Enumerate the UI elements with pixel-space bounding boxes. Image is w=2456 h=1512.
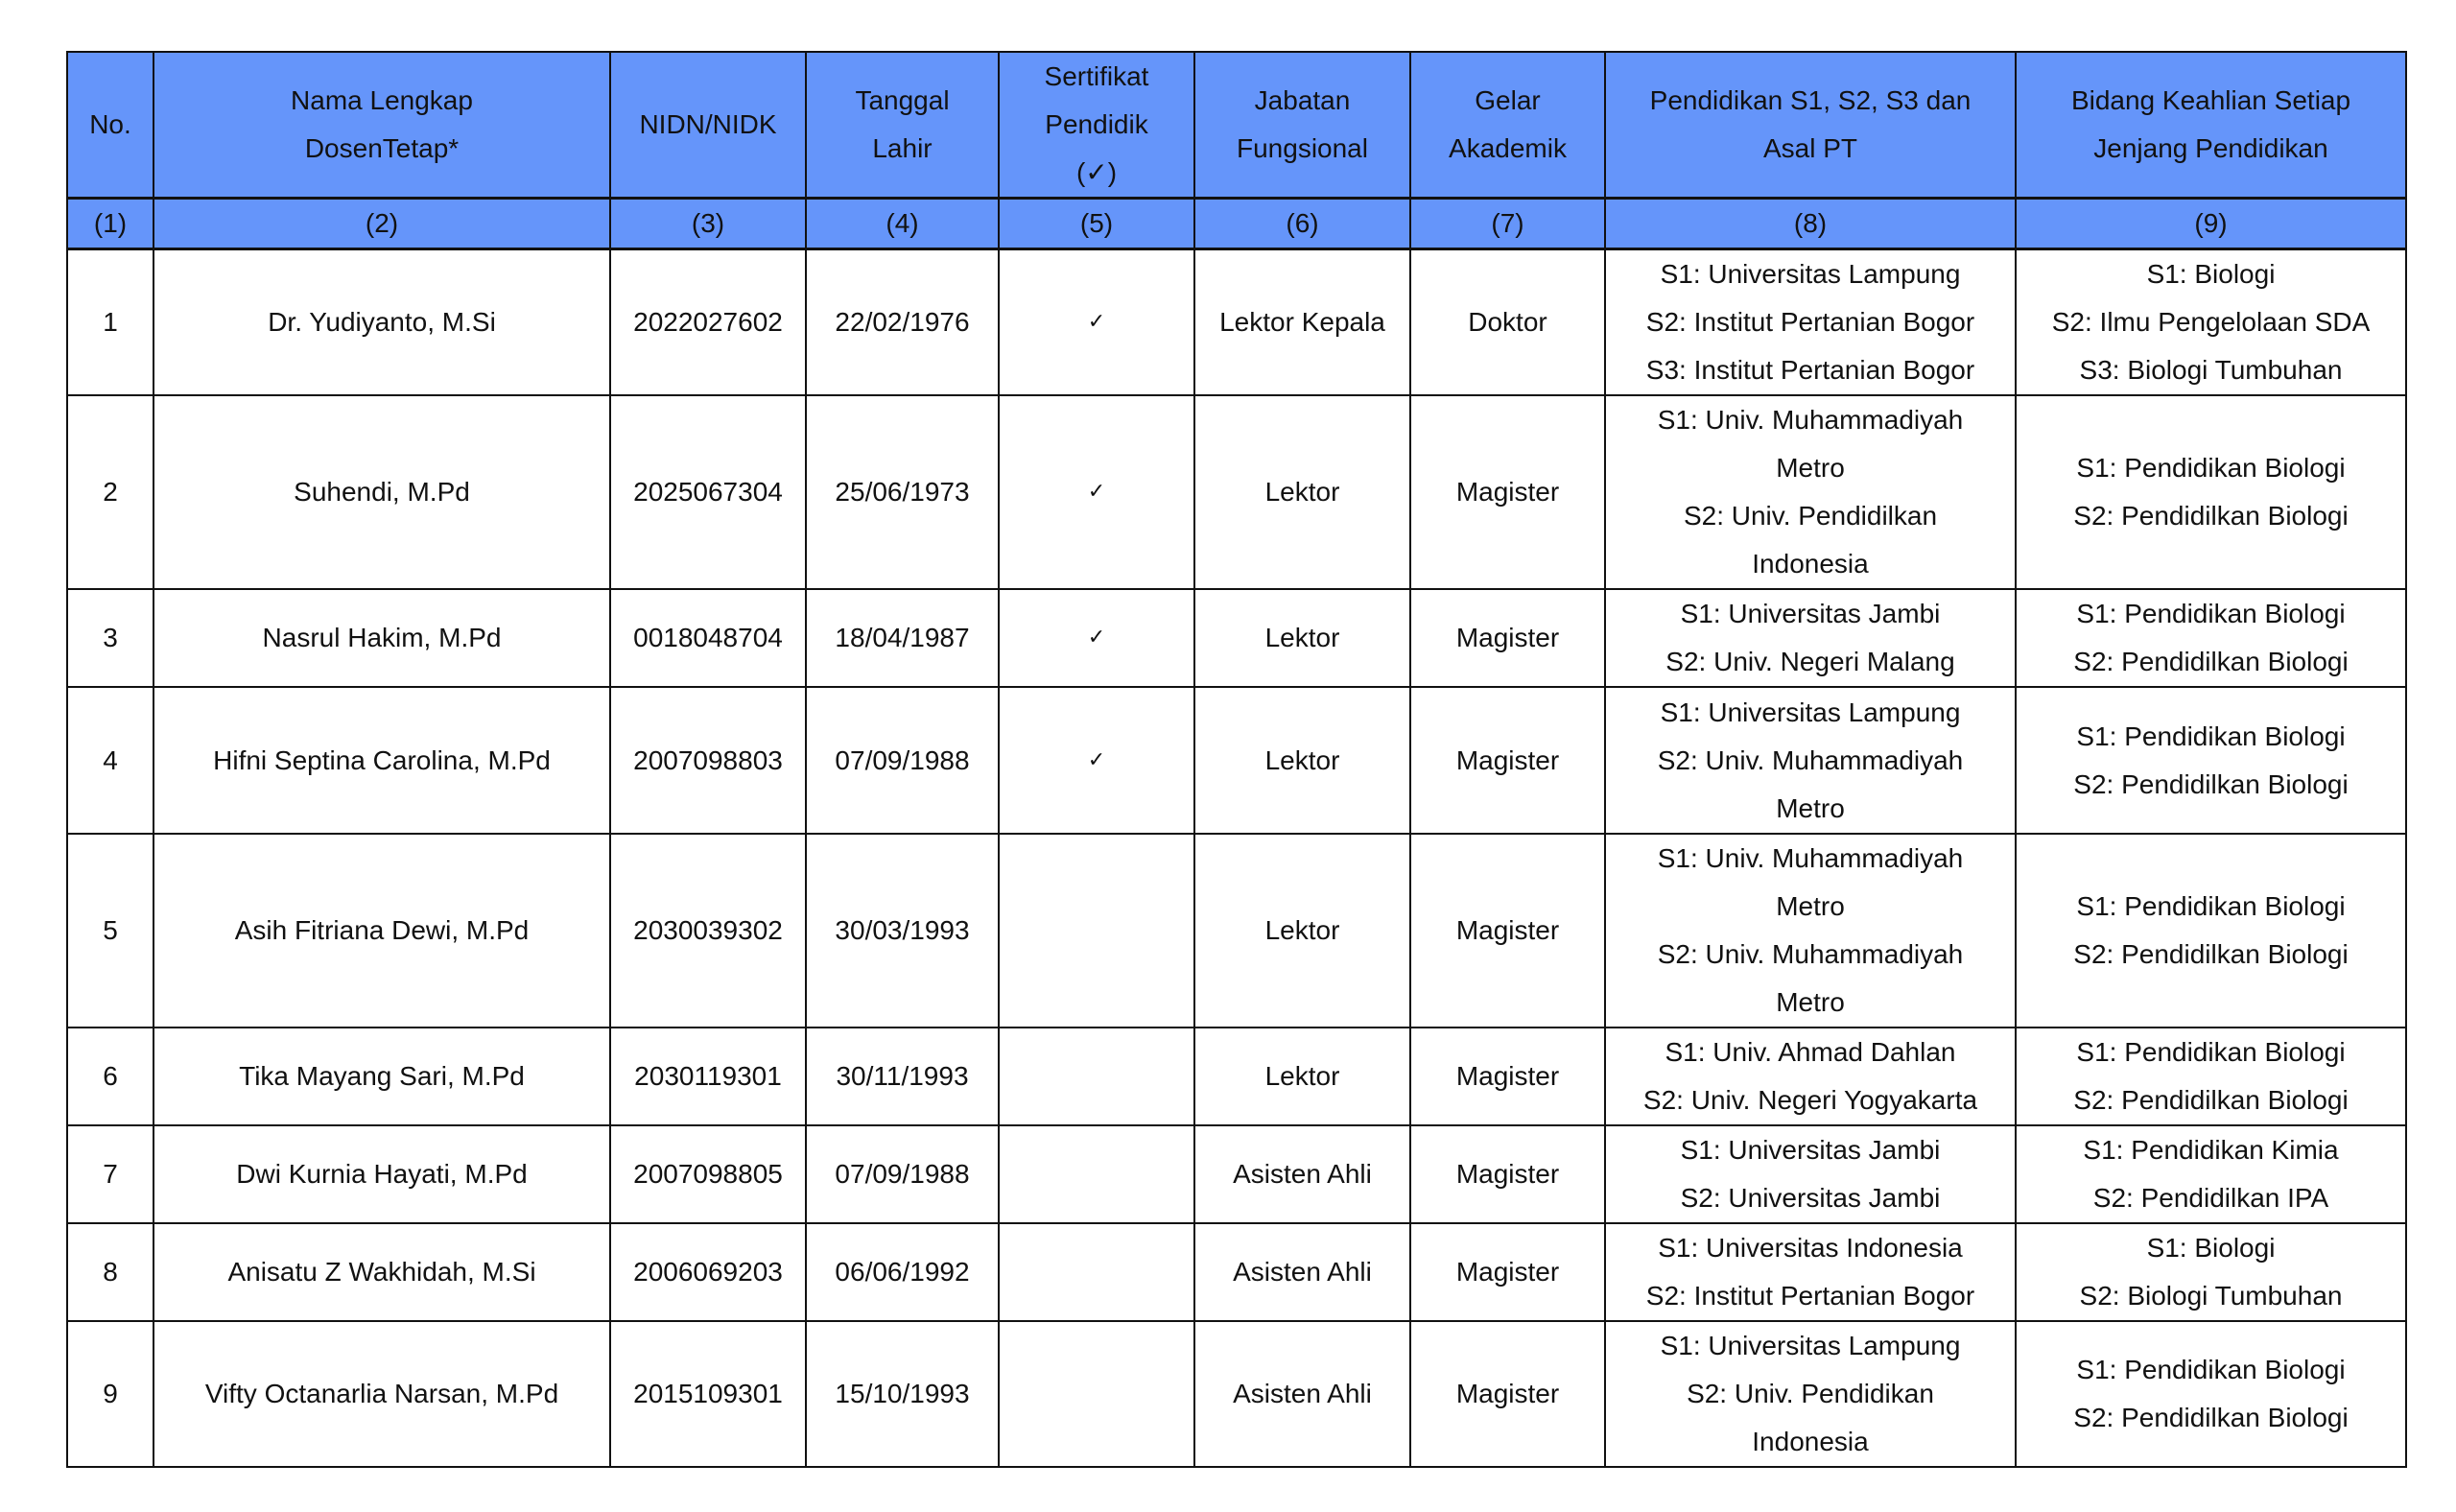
header-sertifikat [999,52,1194,199]
table-row [67,395,2406,589]
header-line: Jabatan [1254,85,1351,115]
cell-sertifikat [999,1028,1194,1125]
cell-nidn: 2015109301 [610,1321,806,1467]
cell-line: S1: Biologi [2146,259,2276,289]
cell-nidn: 2006069203 [610,1223,806,1321]
cell-line: S2: Pendidilkan Biologi [2073,768,2349,799]
cell-tanggal-lahir: 30/11/1993 [806,1028,999,1125]
checkmark-icon: ✓ [1087,310,1106,334]
cell-bidang [2016,687,2406,834]
cell-no: 1 [67,249,154,396]
cell-tanggal-lahir: 18/04/1987 [806,589,999,687]
cell-nidn: 0018048704 [610,589,806,687]
header-line: Gelar [1475,85,1541,115]
cell-bidang [2016,834,2406,1028]
cell-bidang [2016,1321,2406,1467]
table-row [67,1125,2406,1223]
header-line: DosenTetap* [304,133,460,163]
cell-pendidikan [1605,687,2016,834]
column-number: (1) [67,199,154,249]
cell-no: 5 [67,834,154,1028]
checkmark-icon: ✓ [1087,480,1106,504]
cell-no: 9 [67,1321,154,1467]
cell-line: Metro [1776,453,1845,483]
cell-jabatan: Lektor [1194,834,1410,1028]
cell-nidn: 2030039302 [610,834,806,1028]
table-row [67,687,2406,834]
cell-no: 4 [67,687,154,834]
cell-line: S1: Univ. Muhammadiyah [1657,843,1964,873]
cell-nidn: 2025067304 [610,395,806,589]
header-line: Akademik [1449,133,1567,163]
cell-bidang [2016,249,2406,396]
cell-sertifikat [999,589,1194,687]
cell-gelar: Magister [1410,1223,1605,1321]
cell-line: S1: Universitas Jambi [1680,1135,1941,1165]
cell-nama: Dwi Kurnia Hayati, M.Pd [154,1125,610,1223]
cell-line: S2: Pendidilkan IPA [2092,1183,2329,1213]
cell-line: S1: Pendidikan Biologi [2076,599,2346,628]
cell-gelar: Magister [1410,589,1605,687]
cell-line: S1: Universitas Lampung [1660,697,1961,727]
cell-no: 7 [67,1125,154,1223]
checkmark-icon: ✓ [1087,626,1106,650]
cell-line: S2: Ilmu Pengelolaan SDA [2051,307,2371,337]
cell-line: S1: Pendidikan Biologi [2076,1037,2346,1067]
cell-line: S1: Univ. Ahmad Dahlan [1665,1037,1956,1067]
header-line: Tanggal [855,85,950,115]
cell-gelar: Magister [1410,395,1605,589]
cell-nidn: 2022027602 [610,249,806,396]
cell-gelar: Magister [1410,834,1605,1028]
cell-line: S1: Universitas Jambi [1680,599,1941,628]
column-number: (8) [1605,199,2016,249]
cell-jabatan: Lektor [1194,395,1410,589]
header-row [67,52,2406,199]
cell-tanggal-lahir: 22/02/1976 [806,249,999,396]
cell-line: S2: Univ. Muhammadiyah [1657,939,1964,969]
cell-no: 6 [67,1028,154,1125]
cell-line: S1: Pendidikan Biologi [2076,721,2346,751]
cell-nama: Vifty Octanarlia Narsan, M.Pd [154,1321,610,1467]
cell-gelar: Magister [1410,1321,1605,1467]
header-tanggal-lahir [806,52,999,199]
cell-sertifikat [999,1223,1194,1321]
cell-pendidikan [1605,1321,2016,1467]
checkmark-icon: ✓ [1087,747,1106,772]
cell-nidn: 2030119301 [610,1028,806,1125]
header-line: Asal PT [1762,133,1858,163]
cell-line: S2: Univ. Pendidikan [1687,1379,1934,1408]
column-number: (6) [1194,199,1410,249]
cell-line: S1: Pendidikan Biologi [2076,453,2346,483]
header-nidn [610,52,806,199]
table-row [67,834,2406,1028]
cell-line: S2: Pendidilkan Biologi [2073,1085,2349,1115]
column-number: (3) [610,199,806,249]
cell-line: S2: Pendidilkan Biologi [2073,501,2349,531]
header-line: Jenjang Pendidikan [2093,133,2328,163]
cell-nidn: 2007098805 [610,1125,806,1223]
cell-bidang [2016,395,2406,589]
cell-no: 2 [67,395,154,589]
table-row [67,1223,2406,1321]
cell-nama: Hifni Septina Carolina, M.Pd [154,687,610,834]
cell-line: Indonesia [1752,549,1869,579]
table-body [67,249,2406,1468]
cell-sertifikat [999,834,1194,1028]
cell-line: S2: Pendidilkan Biologi [2073,1403,2349,1432]
header-line: Nama Lengkap [291,85,473,115]
cell-line: S2: Univ. Muhammadiyah [1657,744,1964,775]
header-bidang [2016,52,2406,199]
column-number: (4) [806,199,999,249]
cell-line: S2: Univ. Negeri Yogyakarta [1642,1085,1978,1115]
column-number-row [67,199,2406,249]
header-line: NIDN/NIDK [639,109,777,139]
cell-pendidikan [1605,1223,2016,1321]
header-line: Fungsional [1237,133,1368,163]
cell-jabatan: Asisten Ahli [1194,1223,1410,1321]
cell-sertifikat [999,1125,1194,1223]
cell-tanggal-lahir: 06/06/1992 [806,1223,999,1321]
header-line: Sertifikat [1044,61,1149,91]
cell-line: S1: Biologi [2146,1233,2276,1263]
cell-tanggal-lahir: 30/03/1993 [806,834,999,1028]
cell-line: S2: Biologi Tumbuhan [2079,1281,2343,1311]
cell-line: S1: Universitas Lampung [1660,259,1961,289]
cell-pendidikan [1605,1125,2016,1223]
header-jabatan [1194,52,1410,199]
cell-line: S2: Univ. Pendidilkan [1683,501,1938,531]
cell-line: Indonesia [1752,1427,1869,1456]
header-pendidikan [1605,52,2016,199]
table-row [67,1321,2406,1467]
cell-gelar: Magister [1410,1125,1605,1223]
cell-nama: Suhendi, M.Pd [154,395,610,589]
cell-no: 3 [67,589,154,687]
cell-line: S2: Pendidilkan Biologi [2073,939,2349,969]
cell-jabatan: Lektor [1194,589,1410,687]
column-number: (2) [154,199,610,249]
table-row [67,1028,2406,1125]
cell-line: S2: Institut Pertanian Bogor [1645,1281,1975,1311]
cell-line: S1: Universitas Indonesia [1658,1233,1963,1263]
cell-no: 8 [67,1223,154,1321]
column-number: (5) [999,199,1194,249]
cell-line: S3: Biologi Tumbuhan [2079,355,2343,385]
cell-jabatan: Lektor Kepala [1194,249,1410,396]
cell-bidang [2016,589,2406,687]
header-line: Lahir [872,133,933,163]
cell-sertifikat [999,395,1194,589]
cell-line: S3: Institut Pertanian Bogor [1645,355,1975,385]
column-number: (9) [2016,199,2406,249]
cell-line: S2: Institut Pertanian Bogor [1645,307,1975,337]
cell-line: S1: Universitas Lampung [1660,1331,1961,1360]
cell-sertifikat [999,1321,1194,1467]
cell-line: S1: Pendidikan Kimia [2083,1135,2339,1165]
cell-bidang [2016,1125,2406,1223]
cell-pendidikan [1605,1028,2016,1125]
cell-sertifikat [999,687,1194,834]
header-nama [154,52,610,199]
cell-tanggal-lahir: 25/06/1973 [806,395,999,589]
cell-jabatan: Asisten Ahli [1194,1125,1410,1223]
header-line: Pendidikan S1, S2, S3 dan [1649,85,1972,115]
cell-nidn: 2007098803 [610,687,806,834]
cell-bidang [2016,1223,2406,1321]
cell-pendidikan [1605,589,2016,687]
cell-line: S2: Pendidilkan Biologi [2073,647,2349,676]
cell-jabatan: Lektor [1194,1028,1410,1125]
cell-line: Metro [1776,792,1845,823]
cell-gelar: Magister [1410,687,1605,834]
cell-nama: Tika Mayang Sari, M.Pd [154,1028,610,1125]
cell-nama: Asih Fitriana Dewi, M.Pd [154,834,610,1028]
cell-tanggal-lahir: 07/09/1988 [806,687,999,834]
cell-jabatan: Asisten Ahli [1194,1321,1410,1467]
cell-nama: Anisatu Z Wakhidah, M.Si [154,1223,610,1321]
cell-line: Metro [1776,987,1845,1017]
cell-tanggal-lahir: 15/10/1993 [806,1321,999,1467]
cell-gelar: Magister [1410,1028,1605,1125]
header-gelar [1410,52,1605,199]
cell-sertifikat [999,249,1194,396]
table-row [67,589,2406,687]
cell-pendidikan [1605,834,2016,1028]
header-line: No. [89,109,131,139]
header-line: Bidang Keahlian Setiap [2070,85,2351,115]
header-line: (✓) [1075,157,1118,187]
cell-pendidikan [1605,249,2016,396]
cell-line: S1: Univ. Muhammadiyah [1657,405,1964,435]
cell-nama: Nasrul Hakim, M.Pd [154,589,610,687]
header-no [67,52,154,199]
cell-line: S1: Pendidikan Biologi [2076,891,2346,921]
cell-pendidikan [1605,395,2016,589]
header-line: Pendidik [1045,109,1148,139]
cell-line: S2: Universitas Jambi [1680,1183,1941,1213]
column-number: (7) [1410,199,1605,249]
table-row [67,249,2406,396]
cell-nama: Dr. Yudiyanto, M.Si [154,249,610,396]
cell-line: S1: Pendidikan Biologi [2076,1355,2346,1384]
cell-jabatan: Lektor [1194,687,1410,834]
cell-tanggal-lahir: 07/09/1988 [806,1125,999,1223]
cell-gelar: Doktor [1410,249,1605,396]
cell-line: S2: Univ. Negeri Malang [1665,647,1955,676]
cell-bidang [2016,1028,2406,1125]
dosen-tetap-table [66,51,2407,1468]
cell-line: Metro [1776,891,1845,921]
